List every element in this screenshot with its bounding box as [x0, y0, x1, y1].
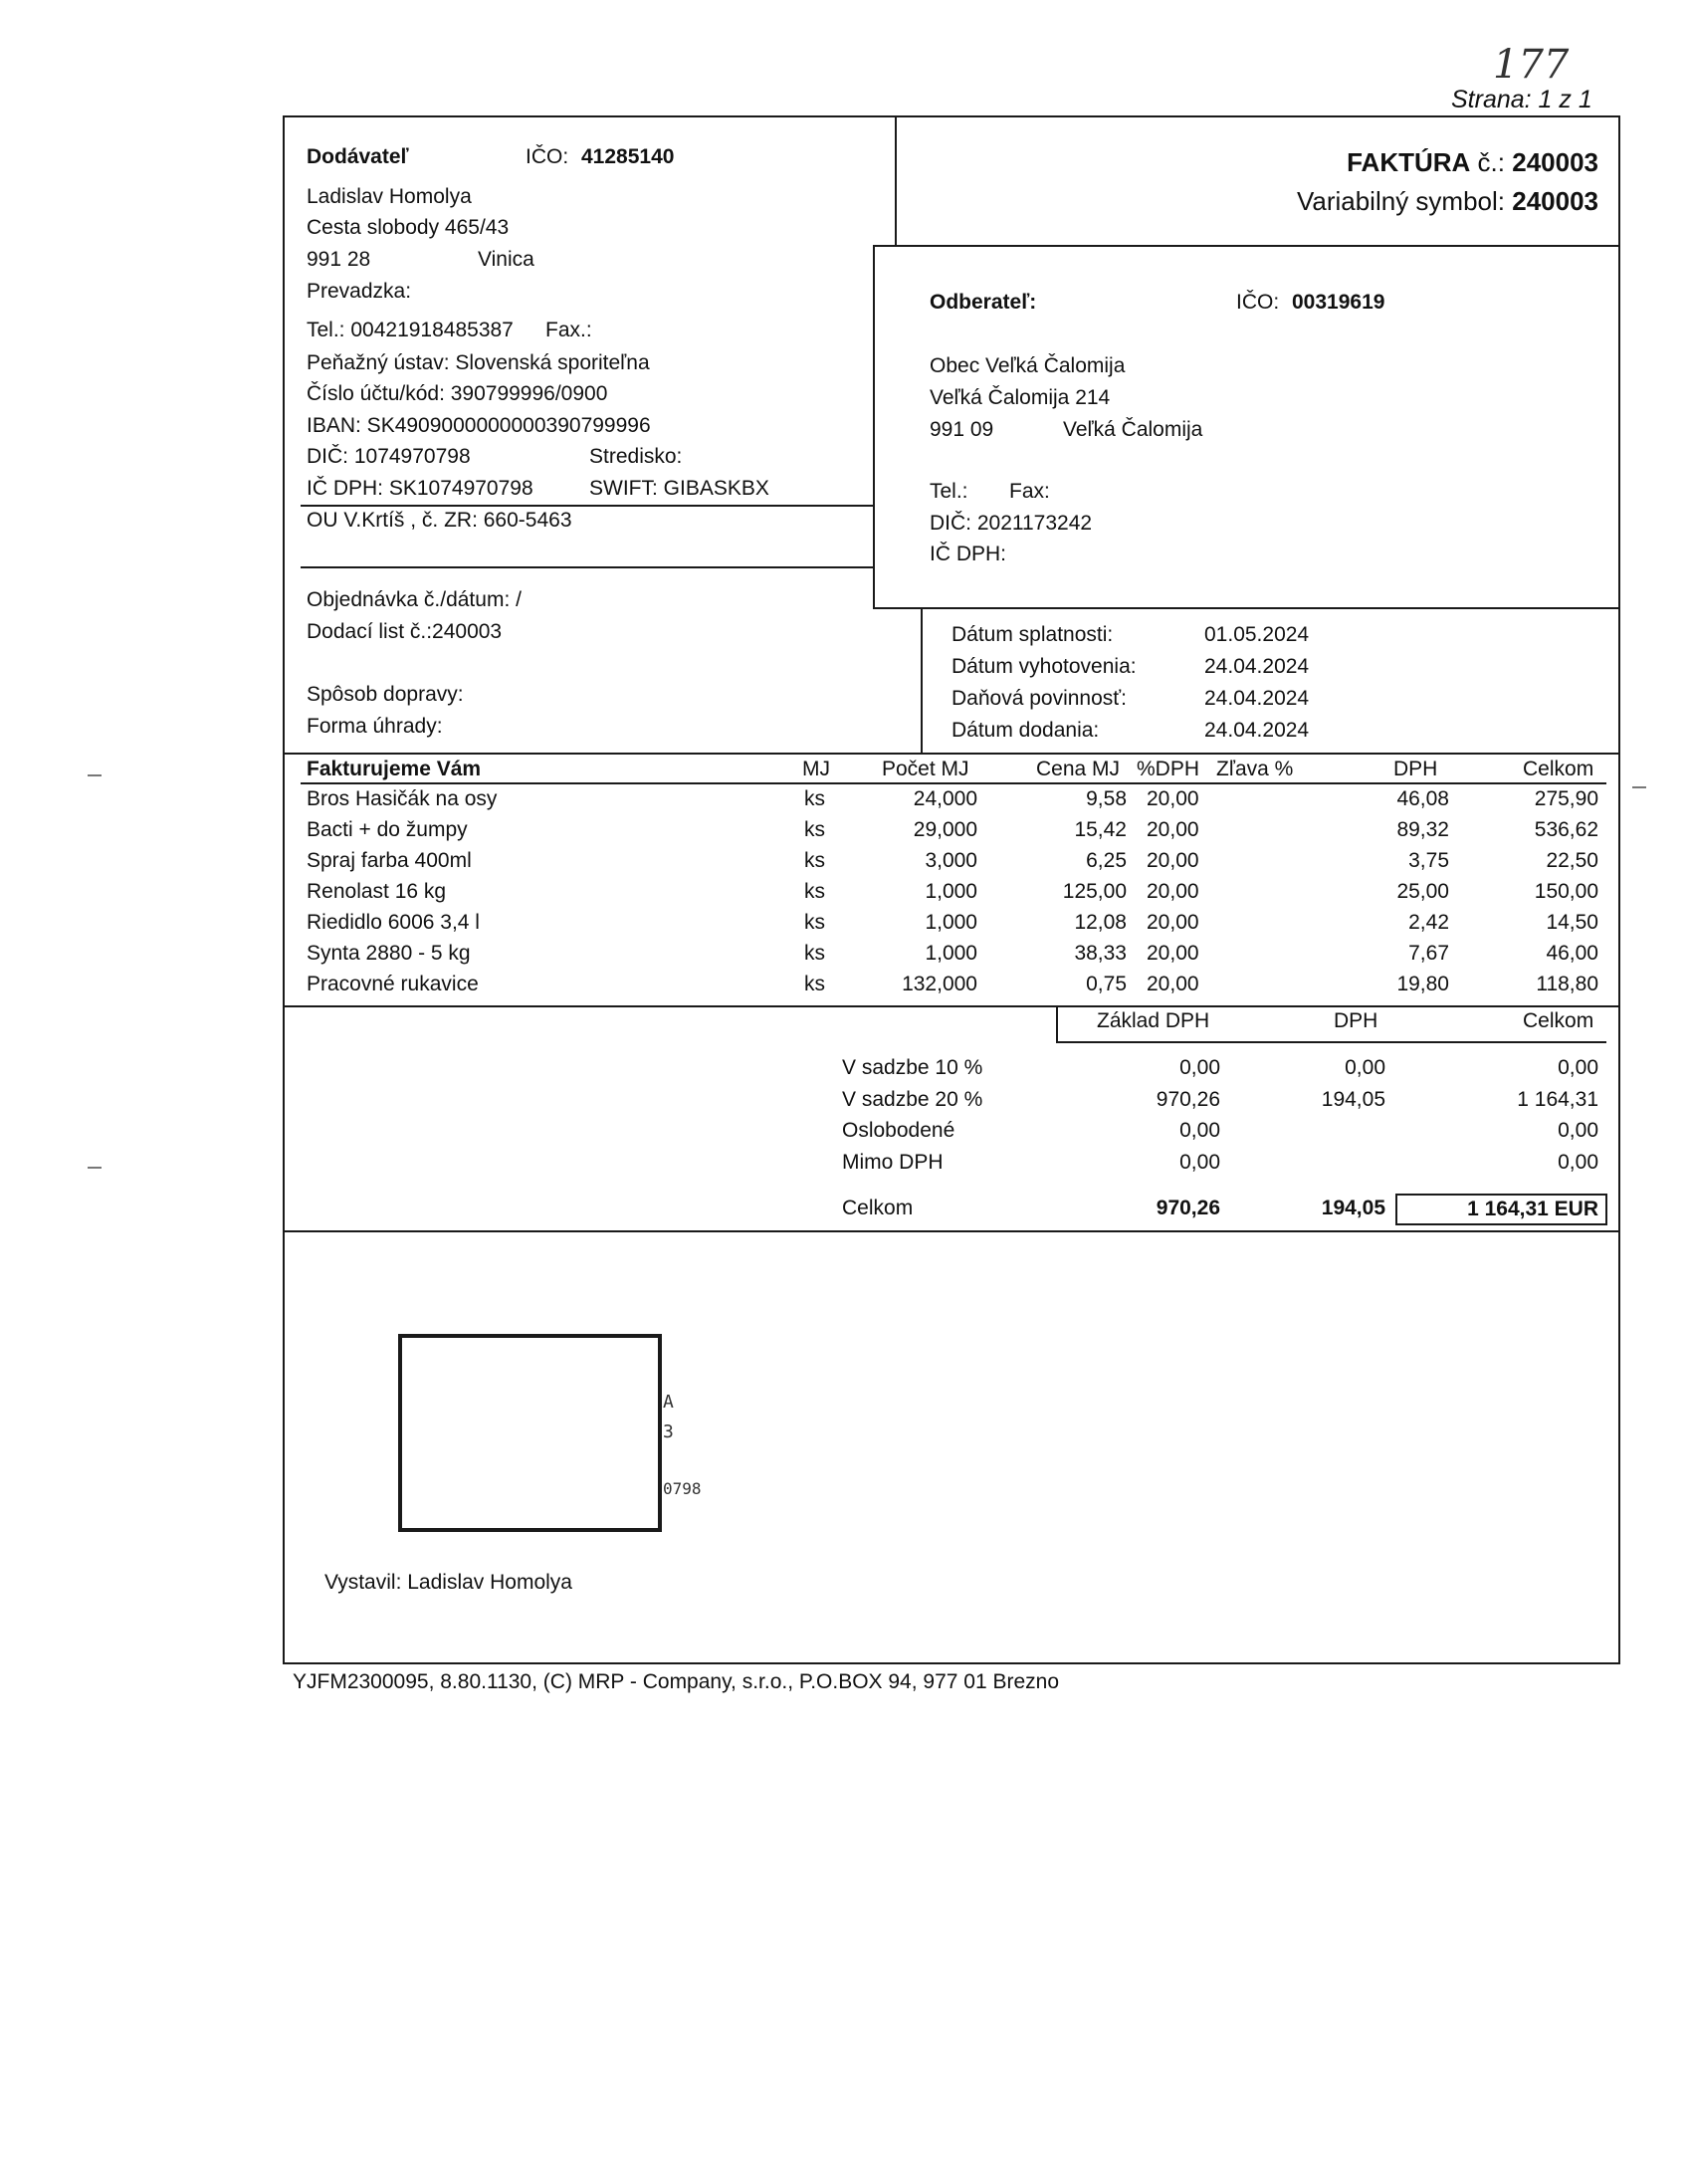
item-dph-pct: 20,00	[1147, 942, 1199, 965]
item-pocet: 3,000	[925, 849, 977, 872]
order-doprava: Spôsob dopravy:	[307, 683, 464, 706]
header-divider	[895, 115, 897, 245]
col-pocet-header: Počet MJ	[882, 758, 969, 780]
item-cena: 38,33	[1074, 942, 1127, 965]
item-name: Riedidlo 6006 3,4 l	[307, 911, 480, 934]
customer-zip: 991 09	[930, 418, 994, 441]
item-mj: ks	[804, 787, 825, 810]
customer-label: Odberateľ:	[930, 291, 1037, 314]
summary-zaklad: 970,26	[1156, 1088, 1220, 1111]
invoice-number-label: č.:	[1477, 147, 1505, 177]
summary-header-divider	[1056, 1007, 1058, 1043]
item-celkom: 22,50	[1546, 849, 1598, 872]
col-name-header: Fakturujeme Vám	[307, 758, 482, 780]
total-celkom: 1 164,31 EUR	[1467, 1198, 1598, 1220]
date-value: 24.04.2024	[1204, 655, 1310, 678]
col-mj-header: MJ	[802, 758, 830, 780]
items-bottom-line	[283, 1005, 1620, 1007]
order-dodaci-list: Dodací list č.:240003	[307, 620, 503, 643]
item-pocet: 24,000	[913, 787, 977, 810]
item-dph-pct: 20,00	[1147, 880, 1199, 903]
items-top-line	[283, 753, 1620, 755]
supplier-stredisko: Stredisko:	[589, 445, 683, 468]
supplier-dic: DIČ: 1074970798	[307, 445, 471, 468]
table-row	[0, 879, 1691, 910]
supplier-account: Číslo účtu/kód: 390799996/0900	[307, 382, 608, 405]
date-label: Daňová povinnosť:	[951, 687, 1127, 710]
summary-zaklad: 0,00	[1179, 1151, 1220, 1174]
item-pocet: 1,000	[925, 880, 977, 903]
col-dph-header: DPH	[1393, 758, 1438, 780]
varsym-label: Variabilný symbol:	[1296, 186, 1505, 216]
item-dph: 46,08	[1396, 787, 1449, 810]
item-dph-pct: 20,00	[1147, 973, 1199, 995]
item-pocet: 1,000	[925, 942, 977, 965]
item-celkom: 275,90	[1534, 787, 1598, 810]
supplier-zip: 991 28	[307, 248, 371, 271]
table-row	[0, 910, 1691, 941]
table-row	[0, 817, 1691, 848]
col-celkom-header: Celkom	[1523, 758, 1594, 780]
item-celkom: 536,62	[1534, 818, 1598, 841]
customer-tel: Tel.:	[930, 480, 968, 503]
date-label: Dátum dodania:	[951, 719, 1100, 742]
summary-celkom: 0,00	[1558, 1151, 1598, 1174]
date-value: 01.05.2024	[1204, 623, 1310, 646]
table-row	[0, 786, 1691, 817]
supplier-name: Ladislav Homolya	[307, 185, 472, 208]
summary-celkom: 0,00	[1558, 1119, 1598, 1142]
item-celkom: 118,80	[1536, 973, 1598, 995]
supplier-swift: SWIFT: GIBASKBX	[589, 477, 769, 500]
frame-bottom	[283, 1662, 1620, 1664]
item-pocet: 132,000	[902, 973, 977, 995]
supplier-bank: Peňažný ústav: Slovenská sporiteľna	[307, 351, 650, 374]
item-dph-pct: 20,00	[1147, 818, 1199, 841]
item-name: Spraj farba 400ml	[307, 849, 472, 872]
summary-dph: 194,05	[1321, 1088, 1385, 1111]
item-dph: 89,32	[1396, 818, 1449, 841]
supplier-fax: Fax.:	[545, 319, 592, 341]
summary-celkom: 1 164,31	[1517, 1088, 1598, 1111]
item-cena: 12,08	[1074, 911, 1127, 934]
dates-divider	[921, 609, 923, 753]
frame-top	[283, 115, 1620, 117]
page-label: Strana: 1 z 1	[1451, 86, 1592, 113]
item-dph-pct: 20,00	[1147, 849, 1199, 872]
customer-street: Veľká Čalomija 214	[930, 386, 1111, 409]
footer-text: YJFM2300095, 8.80.1130, (C) MRP - Company, s.r.o., P.O.BOX 94, 977 01 Brezno	[293, 1670, 1060, 1693]
item-dph: 25,00	[1396, 880, 1449, 903]
summary-header-celkom: Celkom	[1523, 1009, 1594, 1032]
stamp-fragment: 3	[663, 1421, 674, 1442]
summary-label: V sadzbe 20 %	[842, 1088, 983, 1111]
item-mj: ks	[804, 942, 825, 965]
customer-dic: DIČ: 2021173242	[930, 512, 1093, 535]
item-celkom: 46,00	[1546, 942, 1598, 965]
item-dph: 3,75	[1408, 849, 1449, 872]
invoice-title-prefix: FAKTÚRA	[1347, 147, 1471, 177]
item-name: Pracovné rukavice	[307, 973, 479, 995]
date-value: 24.04.2024	[1204, 687, 1310, 710]
summary-dph: 0,00	[1345, 1056, 1385, 1079]
item-dph: 19,80	[1396, 973, 1449, 995]
supplier-ico: 41285140	[581, 145, 675, 168]
item-pocet: 29,000	[913, 818, 977, 841]
item-mj: ks	[804, 911, 825, 934]
summary-celkom: 0,00	[1558, 1056, 1598, 1079]
item-mj: ks	[804, 849, 825, 872]
item-mj: ks	[804, 880, 825, 903]
summary-label: V sadzbe 10 %	[842, 1056, 983, 1079]
summary-header-dph: DPH	[1334, 1009, 1378, 1032]
customer-name: Obec Veľká Čalomija	[930, 354, 1126, 377]
item-cena: 9,58	[1086, 787, 1127, 810]
total-dph: 194,05	[1321, 1197, 1385, 1219]
invoice-number: 240003	[1512, 147, 1598, 177]
table-row	[0, 941, 1691, 972]
item-dph: 2,42	[1408, 911, 1449, 934]
supplier-line	[301, 505, 873, 507]
items-header-row	[0, 757, 1691, 787]
summary-bottom-line	[283, 1230, 1620, 1232]
table-row	[0, 972, 1691, 1002]
item-name: Bacti + do žumpy	[307, 818, 468, 841]
varsym-value: 240003	[1512, 186, 1598, 216]
item-dph-pct: 20,00	[1147, 911, 1199, 934]
invoice-title	[1095, 147, 1598, 178]
customer-ico: 00319619	[1292, 291, 1385, 314]
supplier-ic-dph: IČ DPH: SK1074970798	[307, 477, 533, 500]
summary-zaklad: 0,00	[1179, 1056, 1220, 1079]
stamp-fragment: A	[663, 1392, 674, 1413]
supplier-register: OU V.Krtíš , č. ZR: 660-5463	[307, 509, 572, 532]
item-pocet: 1,000	[925, 911, 977, 934]
summary-label: Mimo DPH	[842, 1151, 944, 1174]
supplier-line	[301, 566, 873, 568]
customer-ico-label: IČO:	[1236, 291, 1280, 314]
item-cena: 125,00	[1062, 880, 1127, 903]
date-label: Dátum vyhotovenia:	[951, 655, 1137, 678]
supplier-label: Dodávateľ	[307, 145, 409, 168]
supplier-city: Vinica	[478, 248, 534, 271]
order-uhrada: Forma úhrady:	[307, 715, 443, 738]
supplier-iban: IBAN: SK4909000000000390799996	[307, 414, 651, 437]
item-cena: 15,42	[1074, 818, 1127, 841]
item-cena: 6,25	[1086, 849, 1127, 872]
variable-symbol	[1095, 186, 1598, 217]
item-celkom: 14,50	[1546, 911, 1598, 934]
redacted-stamp-box	[398, 1334, 662, 1532]
order-objednavka: Objednávka č./dátum: /	[307, 588, 522, 611]
customer-ic-dph: IČ DPH:	[930, 543, 1007, 565]
issuer: Vystavil: Ladislav Homolya	[324, 1571, 572, 1594]
table-row	[0, 848, 1691, 879]
supplier-ico-label: IČO:	[526, 145, 569, 168]
item-dph-pct: 20,00	[1147, 787, 1199, 810]
col-cena-header: Cena MJ	[1036, 758, 1121, 780]
date-value: 24.04.2024	[1204, 719, 1310, 742]
customer-fax: Fax:	[1009, 480, 1050, 503]
col-dph-pct-header: %DPH	[1137, 758, 1200, 780]
item-name: Synta 2880 - 5 kg	[307, 942, 471, 965]
stamp-fragment: 0798	[663, 1479, 702, 1498]
summary-header-underline	[1056, 1041, 1606, 1043]
margin-mark	[88, 1167, 102, 1169]
date-label: Dátum splatnosti:	[951, 623, 1114, 646]
supplier-tel: Tel.: 00421918485387	[307, 319, 514, 341]
item-name: Bros Hasičák na osy	[307, 787, 498, 810]
total-label: Celkom	[842, 1197, 914, 1219]
item-name: Renolast 16 kg	[307, 880, 447, 903]
item-cena: 0,75	[1086, 973, 1127, 995]
col-zlava-header: Zľava %	[1216, 758, 1294, 780]
customer-city: Veľká Čalomija	[1063, 418, 1203, 441]
item-mj: ks	[804, 973, 825, 995]
supplier-prevadzka: Prevadzka:	[307, 280, 412, 303]
handwritten-number: 177	[1493, 42, 1570, 88]
item-celkom: 150,00	[1534, 880, 1598, 903]
item-mj: ks	[804, 818, 825, 841]
summary-label: Oslobodené	[842, 1119, 955, 1142]
summary-header-zaklad: Základ DPH	[1097, 1009, 1210, 1032]
supplier-street: Cesta slobody 465/43	[307, 216, 510, 239]
total-zaklad: 970,26	[1156, 1197, 1220, 1219]
item-dph: 7,67	[1408, 942, 1449, 965]
summary-zaklad: 0,00	[1179, 1119, 1220, 1142]
